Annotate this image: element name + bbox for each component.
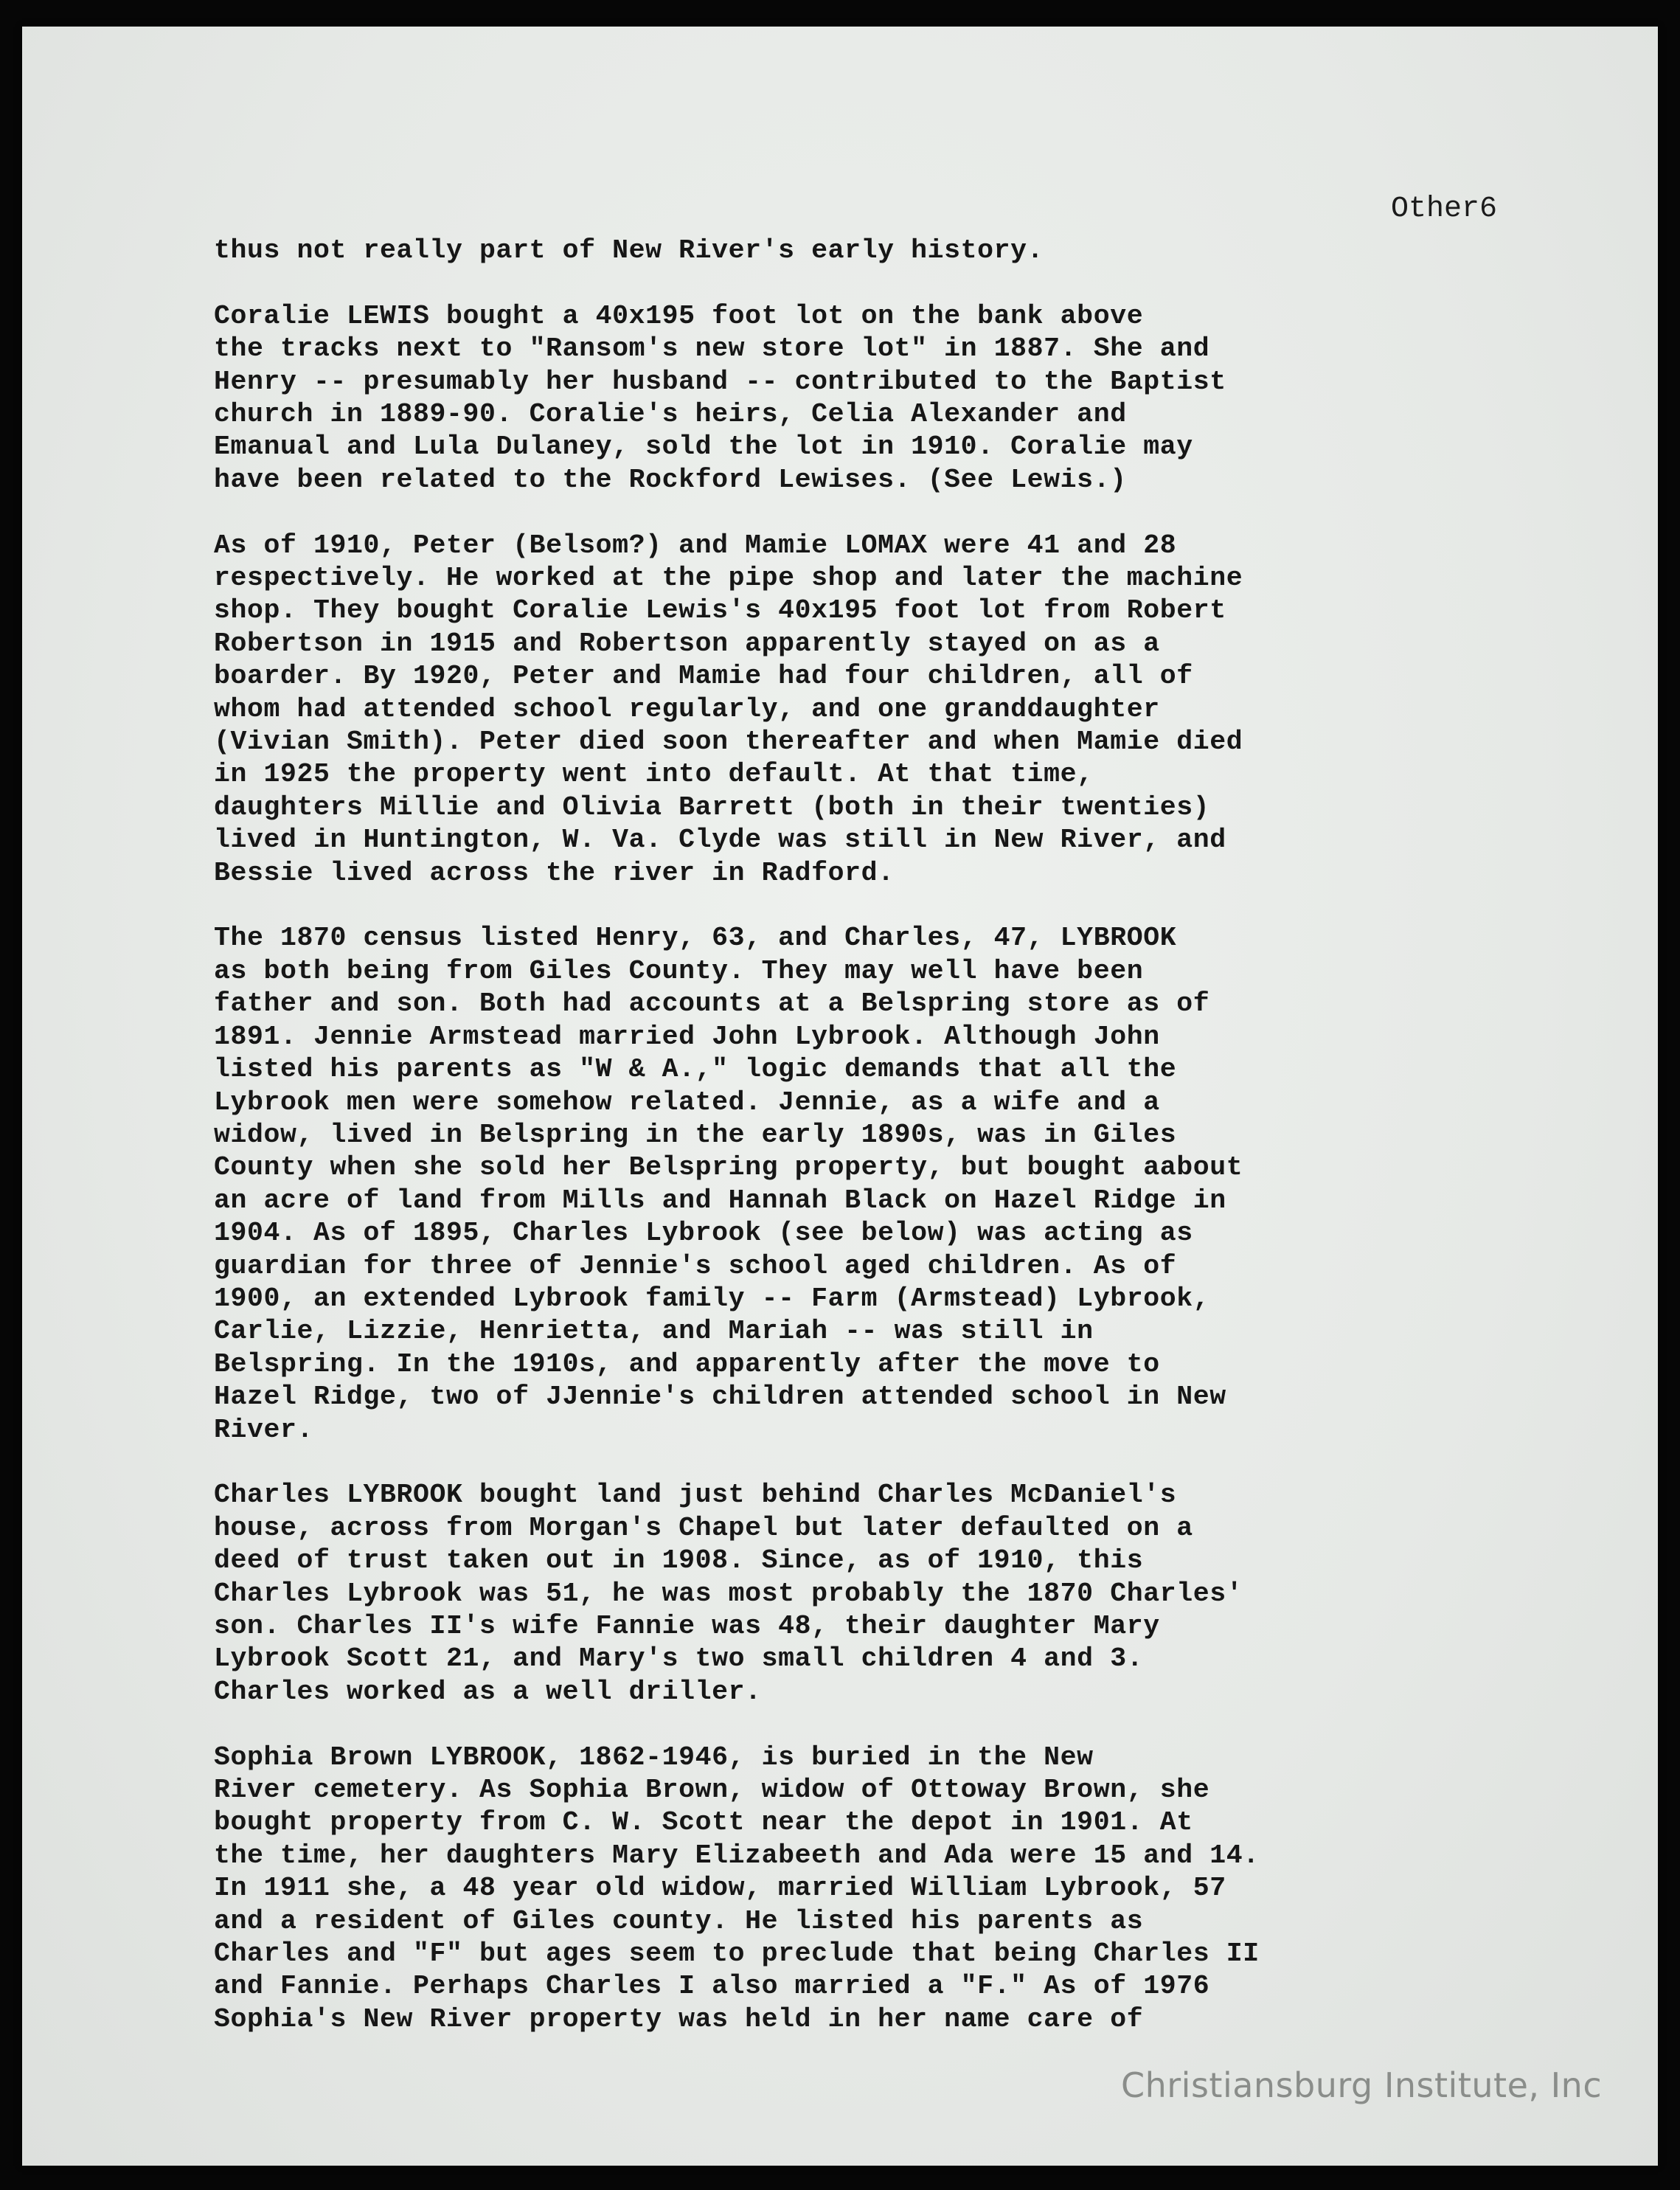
watermark: Christiansburg Institute, Inc [1121,2065,1603,2105]
page-label: Other6 [1390,193,1497,226]
paragraph-lomax: As of 1910, Peter (Belsom?) and Mamie LOMAX were 41 and 28 respectively. He worked at the pipe shop and later the machine shop. They bought Coralie Lewis's 40x195 foot lot from Robert Robertson in 1915 and Robertson apparently stayed on as a boarder. By 1920, Peter and Mamie had four children, all of whom had attended school regularly, and one granddaughter (Vivian Smith). Peter died soon thereafter and when Mamie died in 1925 the property went into default. At that time, daughters Millie and Olivia Barrett (both in their twenties) lived in Huntington, W. Va. Clyde was still in New River, and Bessie lived across the river in Radford. [214,530,1243,888]
document-body [214,235,1482,2069]
paragraph-lybrook-family: The 1870 census listed Henry, 63, and Charles, 47, LYBROOK as both being from Giles County. They may well have been father and son. Both had accounts at a Belspring store as of 1891. Jennie Armstead married John Lybrook. Although John listed his parents as "W & A.," logic demands that all the Lybrook men were somehow related. Jennie, as a wife and a widow, lived in Belspring in the early 1890s, was in Giles County when she sold her Belspring property, but bought aabout an acre of land from Mills and Hannah Black on Hazel Ridge in 1904. As of 1895, Charles Lybrook (see below) was acting as guardian for three of Jennie's school aged children. As of 1900, an extended Lybrook family -- Farm (Armstead) Lybrook, Carlie, Lizzie, Henrietta, and Mariah -- was still in Belspring. In the 1910s, and apparently after the move to Hazel Ridge, two of JJennie's children attended school in New River. [214,923,1243,1445]
paragraph-sophia-lybrook: Sophia Brown LYBROOK, 1862-1946, is buried in the New River cemetery. As Sophia Brown, widow of Ottoway Brown, she bought property from C. W. Scott near the depot in 1901. At the time, her daughters Mary Elizabeeth and Ada were 15 and 14. In 1911 she, a 48 year old widow, married William Lybrook, 57 and a resident of Giles county. He listed his parents as Charles and "F" but ages seem to preclude that being Charles II and Fannie. Perhaps Charles I also married a "F." As of 1976 Sophia's New River property was held in her name care of [214,1742,1260,2034]
paragraph-lewis: Coralie LEWIS bought a 40x195 foot lot on the bank above the tracks next to "Ransom's new store lot" in 1887. She and Henry -- presumably her husband -- contributed to the Baptist church in 1889-90. Coralie's heirs, Celia Alexander and Emanual and Lula Dulaney, sold the lot in 1910. Coralie may have been related to the Rockford Lewises. (See Lewis.) [214,300,1226,495]
paragraph-continuation: thus not really part of New River's early history. [214,235,1044,266]
paragraph-charles-lybrook: Charles LYBROOK bought land just behind Charles McDaniel's house, across from Morgan's Chapel but later defaulted on a deed of trust taken out in 1908. Since, as of 1910, this Charles Lybrook was 51, he was most probably the 1870 Charles' son. Charles II's wife Fannie was 48, their daughter Mary Lybrook Scott 21, and Mary's two small children 4 and 3. Charles worked as a well driller. [214,1480,1243,1707]
